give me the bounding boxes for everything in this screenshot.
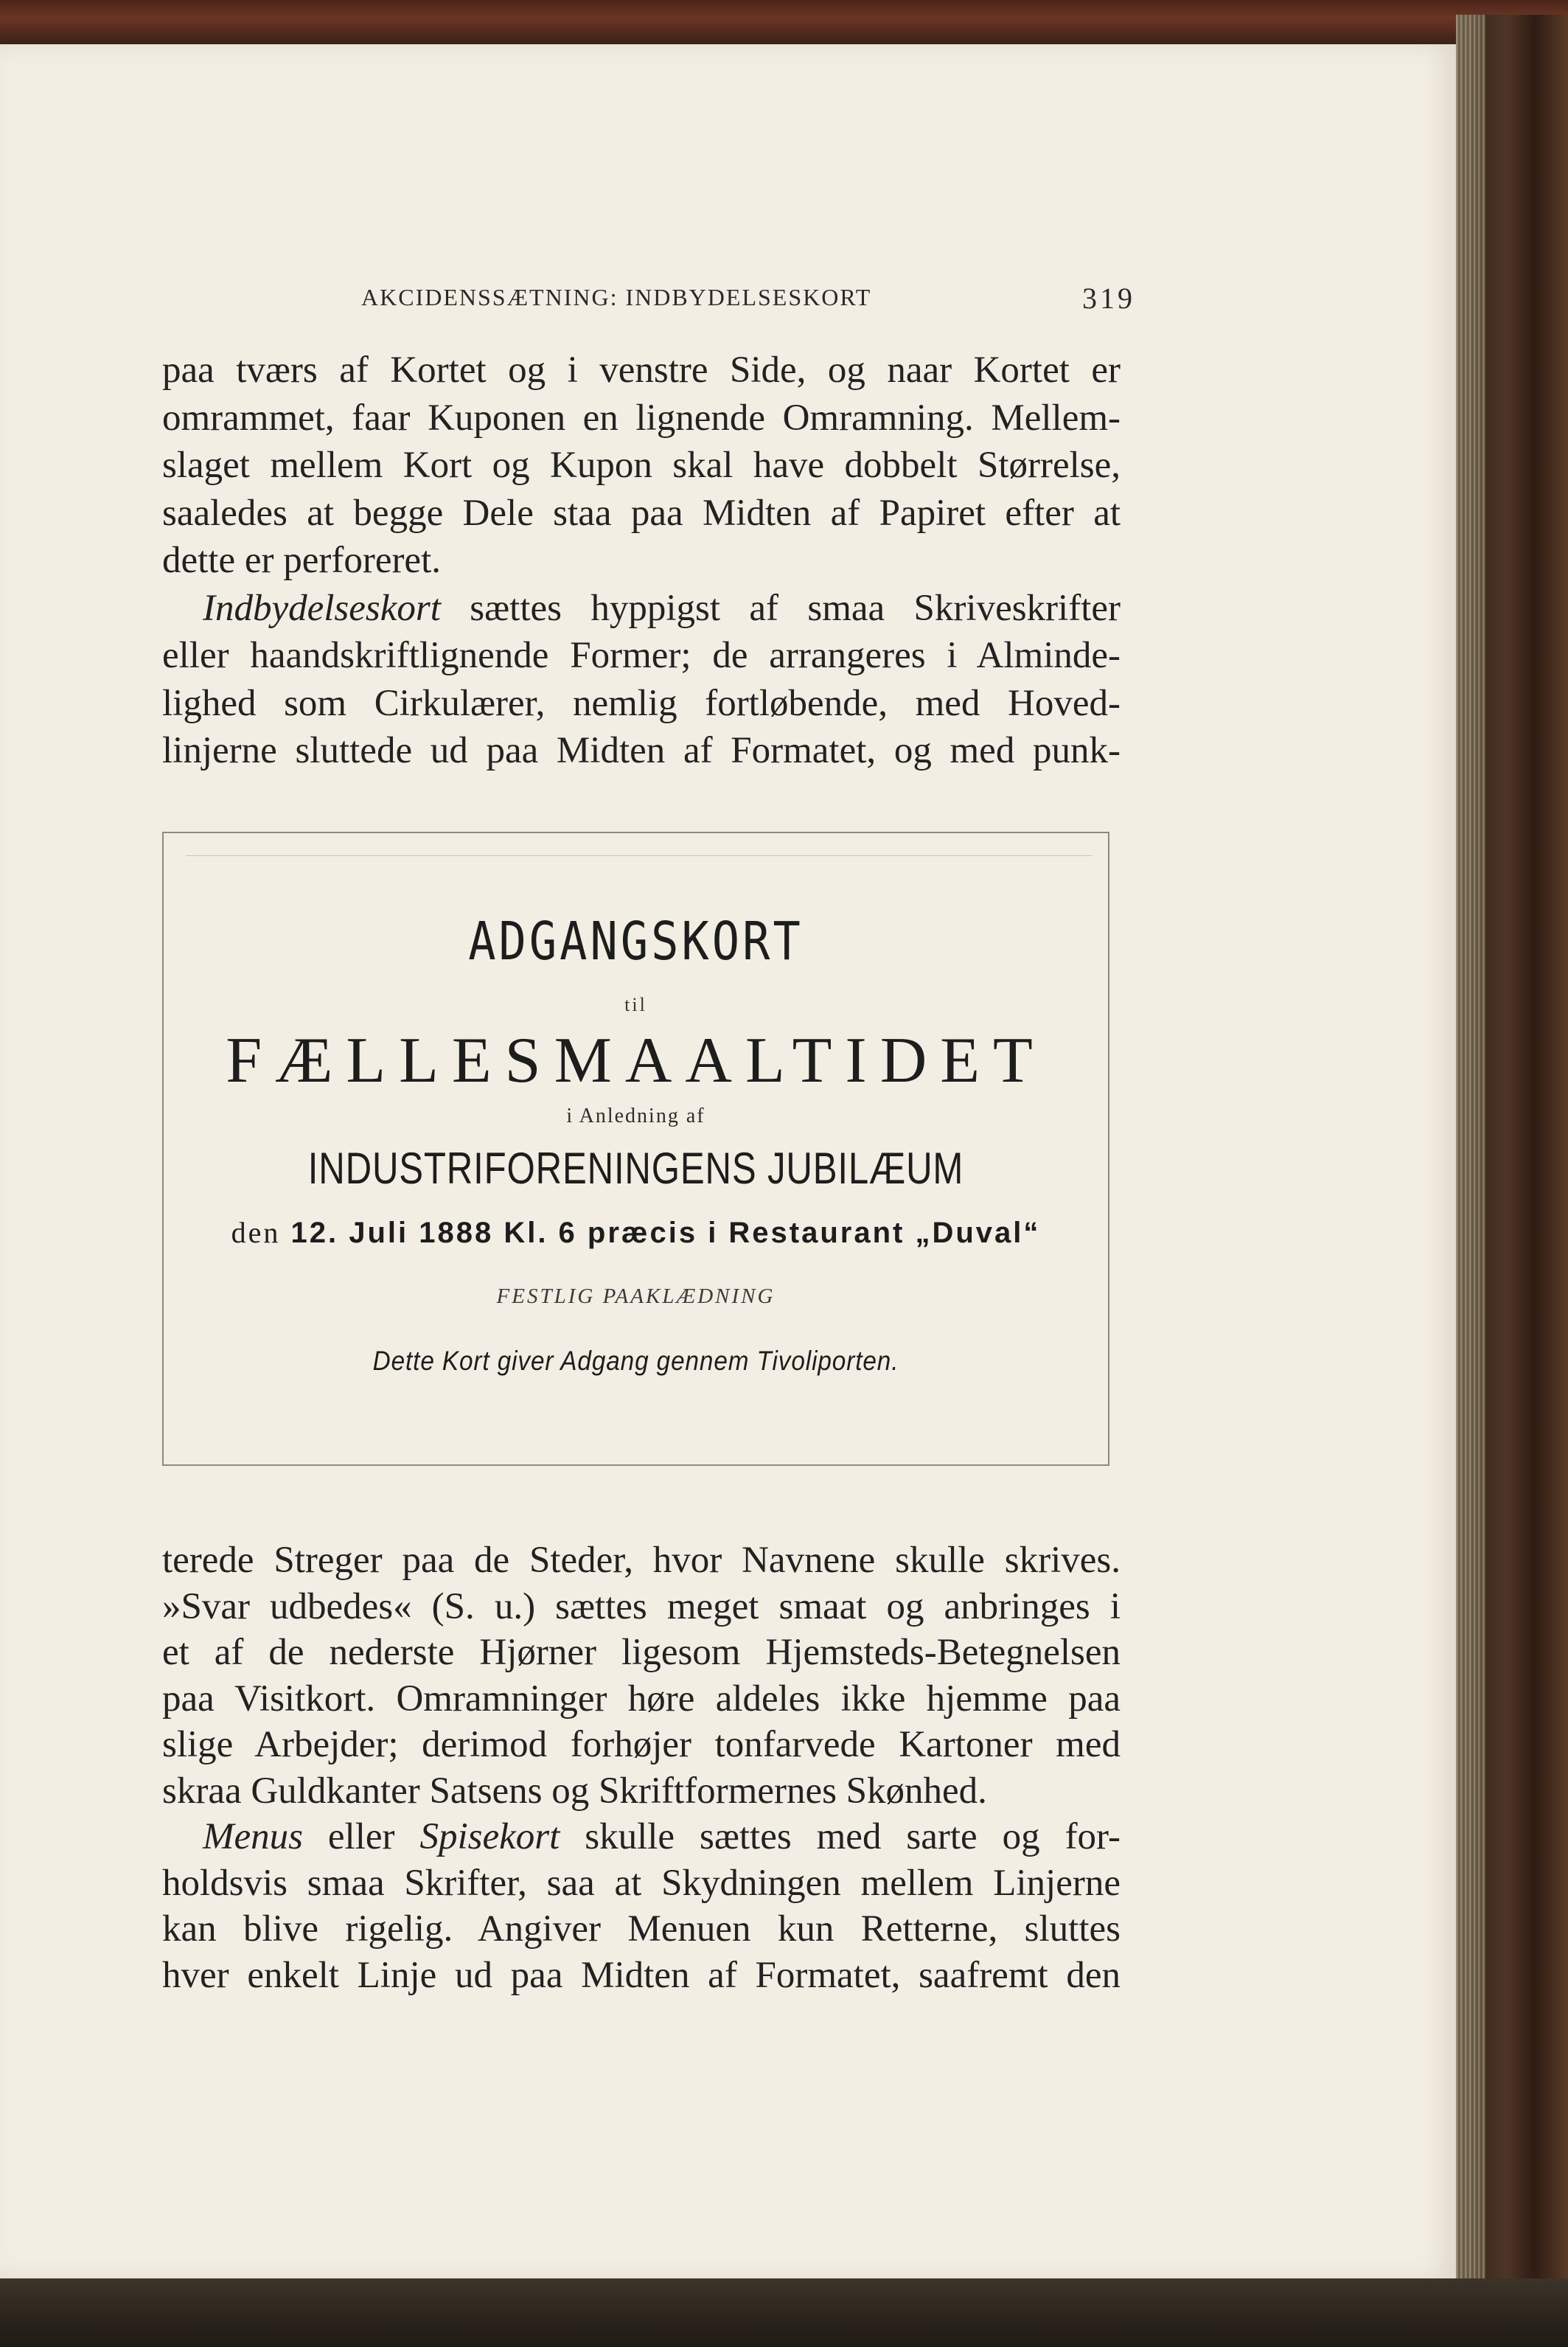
card-main-heading: FÆLLESMAALTIDET <box>226 1025 1046 1096</box>
text-line: omrammet, faar Kuponen en lignende Omramning. Mellem- <box>162 397 1121 439</box>
text-line: hver enkelt Linje ud paa Midten af Formatet, saafremt den <box>162 1954 1121 1996</box>
italic-term: Menus <box>203 1816 303 1857</box>
text-line: paa tværs af Kortet og i venstre Side, og naar Kortet er <box>162 350 1121 391</box>
book-bottom-edge <box>0 2278 1568 2347</box>
text-fragment: skulle sættes med sarte og for- <box>560 1816 1121 1857</box>
text-line: terede Streger paa de Steder, hvor Navnene skulle skrives. <box>162 1540 1121 1581</box>
card-date-body: 12. Juli 1888 Kl. 6 præcis i Restaurant „Duval“ <box>290 1217 1041 1249</box>
italic-term: Indbydelseskort <box>203 587 441 629</box>
text-line: slaget mellem Kort og Kupon skal have dobbelt Størrelse, <box>162 445 1121 486</box>
text-line: et af de nederste Hjørner ligesom Hjemsteds-Betegnelsen <box>162 1632 1121 1673</box>
running-header <box>339 284 1135 321</box>
card-rule <box>186 855 1093 856</box>
text-line: eller haandskriftlignende Former; de arrangeres i Alminde- <box>162 635 1121 676</box>
paragraph-top <box>162 347 1121 775</box>
text-line: linjerne sluttede ud paa Midten af Formatet, og med punk- <box>162 730 1121 771</box>
card-occasion: i Anledning af <box>566 1105 705 1127</box>
running-title: AKCIDENSSÆTNING: INDBYDELSESKORT <box>361 284 872 310</box>
text-line: lighed som Cirkulærer, nemlig fortløbende, med Hoved- <box>162 682 1121 724</box>
page-number: 319 <box>1082 282 1135 315</box>
admission-card-specimen <box>162 832 1109 1466</box>
text-line: »Svar udbedes« (S. u.) sættes meget smaat og anbringes i <box>162 1585 1121 1627</box>
card-title: ADGANGSKORT <box>468 910 804 973</box>
text-line <box>162 1814 1121 1860</box>
text-fragment: eller <box>302 1816 420 1857</box>
text-line: slige Arbejder; derimod forhøjer tonfarvede Kartoner med <box>162 1724 1121 1765</box>
paragraph-bottom <box>162 1537 1121 1998</box>
text-line <box>162 585 1121 633</box>
card-jubilee: INDUSTRIFORENINGENS JUBILÆUM <box>307 1144 964 1193</box>
text-line: skraa Guldkanter Satsens og Skriftformernes Skønhed. <box>162 1770 987 1812</box>
text-fragment: sættes hyppigst af smaa Skriveskrifter <box>440 587 1121 629</box>
book-top-edge <box>0 0 1568 44</box>
text-line: saaledes at begge Dele staa paa Midten af Papiret efter at <box>162 492 1121 534</box>
italic-term: Spisekort <box>419 1816 560 1857</box>
page-edges <box>1456 15 1485 2293</box>
card-date-prefix: den <box>231 1216 281 1249</box>
text-line: holdsvis smaa Skrifter, saa at Skydningen mellem Linjerne <box>162 1862 1121 1904</box>
text-line: paa Visitkort. Omramninger høre aldeles ikke hjemme paa <box>162 1677 1121 1720</box>
text-line: kan blive rigelig. Angiver Menuen kun Retterne, sluttes <box>162 1908 1121 1950</box>
card-til: til <box>624 994 647 1015</box>
card-entry-note: Dette Kort giver Adgang gennem Tivoliporten. <box>372 1346 899 1376</box>
text-line: dette er perforeret. <box>162 540 441 581</box>
card-dress-code: FESTLIG PAAKLÆDNING <box>496 1284 776 1308</box>
card-date-line <box>164 1215 1108 1250</box>
